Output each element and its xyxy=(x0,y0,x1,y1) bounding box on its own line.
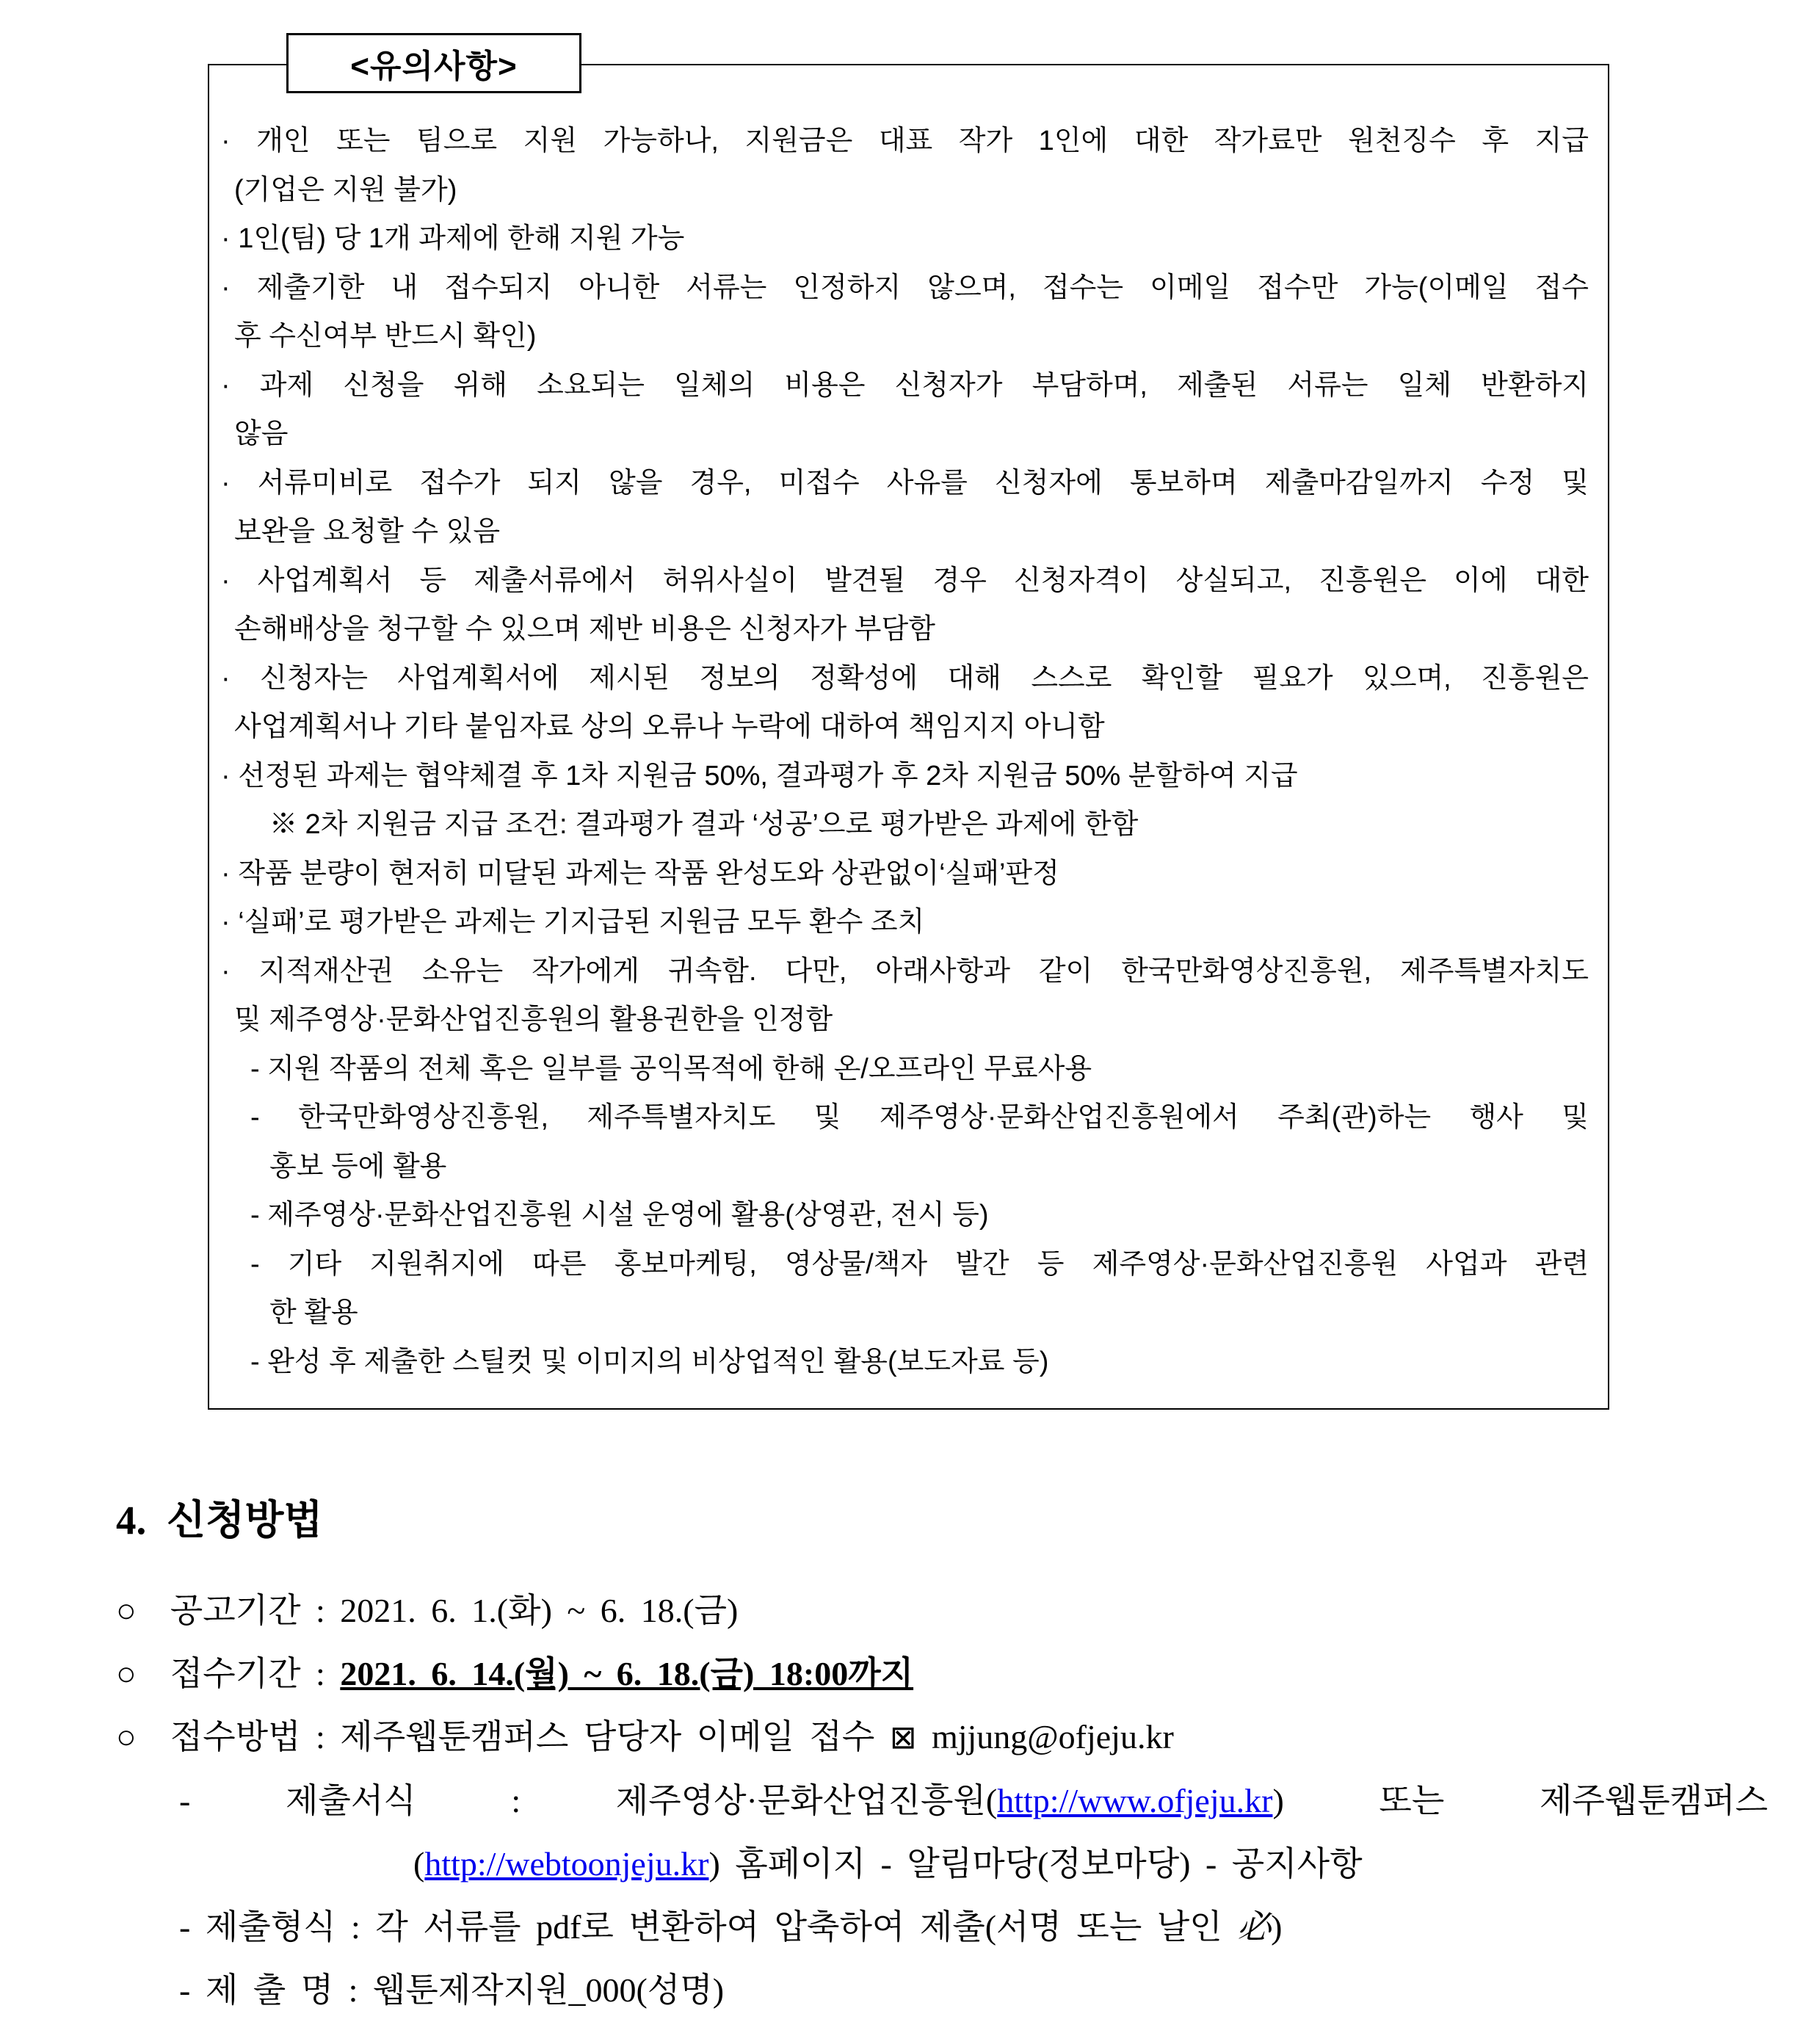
text-span: ○ 접수방법 : 제주웹툰캠퍼스 담당자 이메일 접수 xyxy=(116,1718,890,1755)
notice-line: 손해배상을 청구할 수 있으며 제반 비용은 신청자가 부담함 xyxy=(234,614,935,645)
text-span: ( xyxy=(413,1845,425,1883)
notice-line: · 선정된 과제는 협약체결 후 1차 지원금 50%, 결과평가 후 2차 지원금 50% 분할하여 지급 xyxy=(221,760,1298,791)
notice-line: 및 제주영상·문화산업진흥원의 활용권한을 인정함 xyxy=(234,1004,833,1035)
notice-label-text: <유의사항> xyxy=(350,48,518,84)
notice-line: · 사업계획서 등 제출서류에서 허위사실이 발견될 경우 신청자격이 상실되고, 진흥원은 이에 대한 xyxy=(221,565,1589,596)
notice-line: - 한국만화영상진흥원, 제주특별자치도 및 제주영상·문화산업진흥원에서 주최(관)하는 행사 및 xyxy=(250,1102,1589,1133)
apply-line xyxy=(116,1833,1768,1896)
notice-label-box xyxy=(286,33,581,93)
apply-section xyxy=(116,1490,1768,2022)
notice-line: 후 수신여부 반드시 확인) xyxy=(234,321,537,352)
notice-line: · 지적재산권 소유는 작가에게 귀속함. 다만, 아래사항과 같이 한국만화영상진흥원, 제주특별자치도 xyxy=(221,955,1589,987)
boxed-x-envelope-icon: ⊠ xyxy=(889,1719,917,1756)
hyperlink[interactable]: http://www.ofjeju.kr xyxy=(997,1782,1273,1819)
text-span: - 제출형식 : 각 서류를 pdf로 변환하여 압축하여 제출(서명 또는 날인 xyxy=(179,1908,1238,1946)
notice-line: · 개인 또는 팀으로 지원 가능하나, 지원금은 대표 작가 1인에 대한 작가료만 원천징수 후 지급 xyxy=(221,126,1589,156)
notice-line: ※ 2차 지원금 지급 조건: 결과평가 결과 ‘성공’으로 평가받은 과제에 한함 xyxy=(269,809,1139,840)
apply-line xyxy=(116,1896,1768,1959)
text-span: ) 홈페이지 - 알림마당(정보마당) - 공지사항 xyxy=(708,1845,1363,1883)
notice-line: 않음 xyxy=(234,418,289,449)
text-span: 必 xyxy=(1237,1908,1272,1946)
apply-line xyxy=(116,1579,1768,1642)
apply-line xyxy=(116,1706,1768,1769)
notice-line: · 작품 분량이 현저히 미달된 과제는 작품 완성도와 상관없이‘실패’판정 xyxy=(221,858,1059,889)
notice-line: 홍보 등에 활용 xyxy=(269,1150,447,1182)
apply-line xyxy=(116,1769,1768,1833)
section-heading: 4. 신청방법 xyxy=(116,1498,323,1543)
notice-line: 한 활용 xyxy=(269,1297,358,1328)
apply-line xyxy=(116,1959,1768,2022)
notice-line: · ‘실패’로 평가받은 과제는 기지급된 지원금 모두 환수 조치 xyxy=(221,907,925,938)
text-span: - 제출서식 : 제주영상·문화산업진흥원( xyxy=(179,1782,998,1819)
text-span: ) xyxy=(1271,1908,1283,1946)
text-span: - 제 출 명 : 웹툰제작지원_000(성명) xyxy=(179,1971,725,2009)
notice-line: - 완성 후 제출한 스틸컷 및 이미지의 비상업적인 활용(보도자료 등) xyxy=(250,1346,1049,1377)
apply-line xyxy=(116,1642,1768,1706)
text-span: ○ 공고기간 : 2021. 6. 1.(화) ~ 6. 18.(금) xyxy=(116,1592,739,1629)
notice-line: · 제출기한 내 접수되지 아니한 서류는 인정하지 않으며, 접수는 이메일 접수만 가능(이메일 접수 xyxy=(221,272,1589,303)
text-span: 2021. 6. 14.(월) ~ 6. 18.(금) 18:00까지 xyxy=(340,1655,914,1692)
apply-lines xyxy=(116,1579,1768,2022)
text-span: ) 또는 제주웹툰캠퍼스 xyxy=(1272,1782,1768,1819)
notice-line: · 신청자는 사업계획서에 제시된 정보의 정확성에 대해 스스로 확인할 필요가 있으며, 진흥원은 xyxy=(221,662,1589,694)
notice-line: - 기타 지원취지에 따른 홍보마케팅, 영상물/책자 발간 등 제주영상·문화산업진흥원 사업과 관련 xyxy=(250,1248,1589,1280)
notice-line: · 과제 신청을 위해 소요되는 일체의 비용은 신청자가 부담하며, 제출된 서류는 일체 반환하지 xyxy=(221,369,1589,401)
notice-line: 보완을 요청할 수 있음 xyxy=(234,516,501,547)
notice-line: - 제주영상·문화산업진흥원 시설 운영에 활용(상영관, 전시 등) xyxy=(250,1200,989,1231)
notice-line: · 서류미비로 접수가 되지 않을 경우, 미접수 사유를 신청자에 통보하며 제출마감일까지 수정 및 xyxy=(221,467,1589,499)
text-span: ○ 접수기간 : xyxy=(116,1655,341,1692)
hyperlink[interactable]: http://webtoonjeju.kr xyxy=(424,1845,709,1883)
notice-line: - 지원 작품의 전체 혹은 일부를 공익목적에 한해 온/오프라인 무료사용 xyxy=(250,1053,1092,1084)
notice-line: · 1인(팀) 당 1개 과제에 한해 지원 가능 xyxy=(221,223,685,254)
text-span: mjjung@ofjeju.kr xyxy=(916,1718,1174,1755)
notice-line: 사업계획서나 기타 붙임자료 상의 오류나 누락에 대하여 책임지지 아니함 xyxy=(234,711,1105,742)
notice-box xyxy=(208,64,1609,1410)
notice-line: (기업은 지원 불가) xyxy=(234,174,457,206)
